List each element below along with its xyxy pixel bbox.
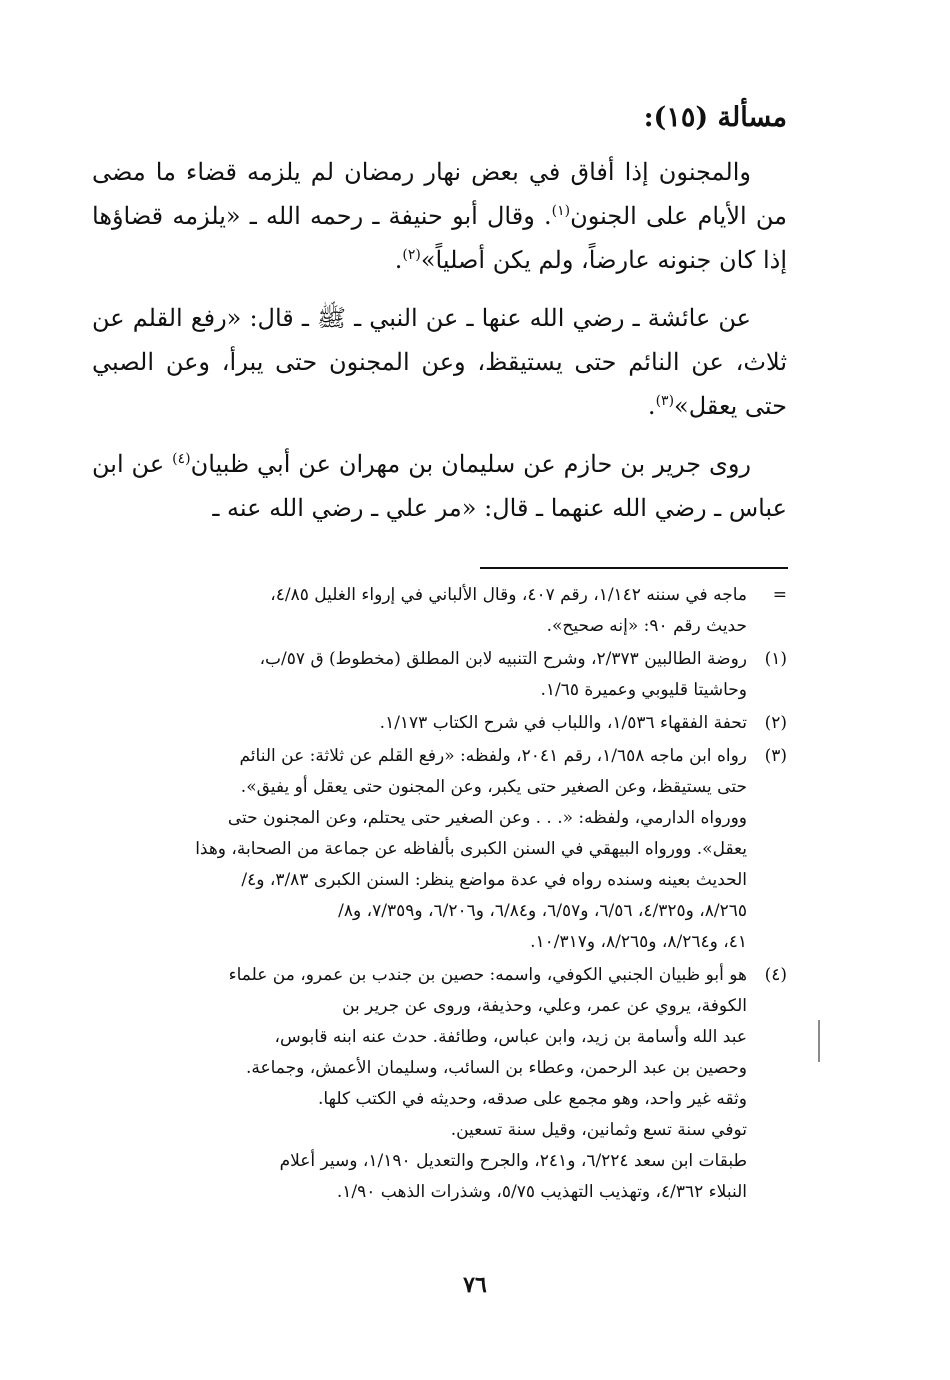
footnote-body — [92, 741, 747, 958]
footnote-line: توفي سنة تسع وثمانين، وقيل سنة تسعين. — [450, 1120, 747, 1140]
footnote-ref-2[interactable]: (٢) — [402, 247, 421, 263]
footnote-line: يعقل». وورواه البيهقي في السنن الكبرى بألفاظه عن جماعة من الصحابة، وهذا — [195, 839, 747, 859]
footnote-ref-4[interactable]: (٤) — [172, 451, 191, 467]
footnote-ref-3[interactable]: (٣) — [655, 393, 675, 409]
issue-heading: مسألة (١٥): — [643, 102, 787, 133]
paragraph-1-text-b: . وقال أبو حنيفة ـ رحمه الله ـ «يلزمه قضاؤها إذا كان جنونه عارضاً، ولم يكن أصلياً» — [92, 202, 787, 274]
footnote-line: رواه ابن ماجه ١/٦٥٨، رقم ٢٠٤١، ولفظه: «رفع القلم عن ثلاثة: عن النائم — [239, 746, 747, 766]
footnote-body — [92, 708, 747, 739]
scan-artifact-mark — [818, 1020, 820, 1062]
footnote-item — [92, 960, 787, 1208]
footnote-line: النبلاء ٤/٣٦٢، وتهذيب التهذيب ٥/٧٥، وشذرات الذهب ١/٩٠. — [336, 1182, 747, 1202]
footnote-line: وحاشيتا قليوبي وعميرة ١/٦٥. — [540, 680, 747, 700]
paragraph-1 — [92, 150, 787, 282]
footnote-mark: = — [772, 585, 787, 605]
footnote-line: الحديث بعينه وسنده رواه في عدة مواضع ينظر: السنن الكبرى ٣/٨٣، و٤/ — [241, 870, 747, 890]
footnote-line: عبد الله وأسامة بن زيد، وابن عباس، وطائفة. حدث عنه ابنه قابوس، — [274, 1027, 747, 1047]
paragraph-3-text: روى جرير بن حازم عن سليمان بن مهران عن أبي ظبيان — [190, 450, 752, 478]
paragraph-3-text-b: عن ابن عباس ـ رضي الله عنهما ـ قال: «مر علي ـ رضي الله عنه ـ — [92, 450, 787, 522]
paragraph-2 — [92, 296, 787, 428]
footnote-line: طبقات ابن سعد ٦/٢٢٤، و٢٤١، والجرح والتعديل ١/١٩٠، وسير أعلام — [279, 1151, 747, 1171]
footnote-line: هو أبو ظبيان الجنبي الكوفي، واسمه: حصين بن جندب بن عمرو، من علماء — [228, 965, 747, 985]
footnote-mark: (٤) — [764, 965, 787, 985]
footnote-line: روضة الطالبين ٢/٣٧٣، وشرح التنبيه لابن المطلق (مخطوط) ق ٥٧/ب، — [259, 649, 747, 669]
footnote-mark: (٣) — [764, 746, 787, 766]
footnote-ref-1[interactable]: (١) — [551, 203, 571, 219]
page-number: ٧٦ — [463, 1272, 487, 1298]
footnote-line: حتى يستيقظ، وعن الصغير حتى يكبر، وعن المجنون حتى يعقل أو يفيق». — [240, 777, 747, 797]
footnote-body — [92, 644, 747, 706]
footnote-mark: (١) — [764, 649, 787, 669]
footnote-line: حديث رقم ٩٠: «إنه صحيح». — [546, 616, 747, 636]
paragraph-1-end: . — [394, 246, 403, 274]
footnote-separator — [480, 567, 788, 569]
footnote-line: ماجه في سننه ١/١٤٢، رقم ٤٠٧، وقال الألباني في إرواء الغليل ٤/٨٥، — [270, 585, 747, 605]
paragraph-2-text: عن عائشة ـ رضي الله عنها ـ عن النبي ـ ﷺ ـ قال: «رفع القلم عن ثلاث، عن النائم حتى يستيقظ، وعن المجنون حتى يبرأ، وعن الصبي حتى يعقل» — [92, 304, 787, 420]
footnotes — [92, 580, 787, 1210]
footnote-line: وثقه غير واحد، وهو مجمع على صدقه، وحديثه في الكتب كلها. — [317, 1089, 747, 1109]
footnote-line: ٤١، و٨/٢٦٤، و٨/٢٦٥، و١٠/٣١٧. — [530, 932, 747, 952]
paragraph-3 — [92, 442, 787, 530]
footnote-mark: (٢) — [764, 713, 787, 733]
footnote-body — [92, 960, 747, 1208]
footnote-item — [92, 580, 787, 642]
paragraph-1-text: والمجنون إذا أفاق في بعض نهار رمضان لم يلزمه قضاء ما مضى من الأيام على الجنون — [92, 158, 787, 230]
paragraph-2-end: . — [647, 392, 656, 420]
main-text — [92, 150, 787, 530]
footnote-line: ٨/٢٦٥، و٤/٣٢٥، ٦/٥٦، و٦/٥٧، و٦/٨٤، و٦/٢٠٦، و٧/٣٥٩، و٨/ — [338, 901, 747, 921]
footnote-line: وورواه الدارمي، ولفظه: «. . . وعن الصغير حتى يحتلم، وعن المجنون حتى — [227, 808, 747, 828]
footnote-body — [92, 580, 747, 642]
footnote-line: الكوفة، يروي عن عمر، وعلي، وحذيفة، وروى عن جرير بن — [342, 996, 747, 1016]
footnote-line: وحصين بن عبد الرحمن، وعطاء بن السائب، وسليمان الأعمش، وجماعة. — [245, 1058, 747, 1078]
footnote-item — [92, 741, 787, 958]
footnote-item — [92, 644, 787, 706]
footnote-line: تحفة الفقهاء ١/٥٣٦، واللباب في شرح الكتاب ١/١٧٣. — [379, 713, 747, 733]
footnote-item — [92, 708, 787, 739]
